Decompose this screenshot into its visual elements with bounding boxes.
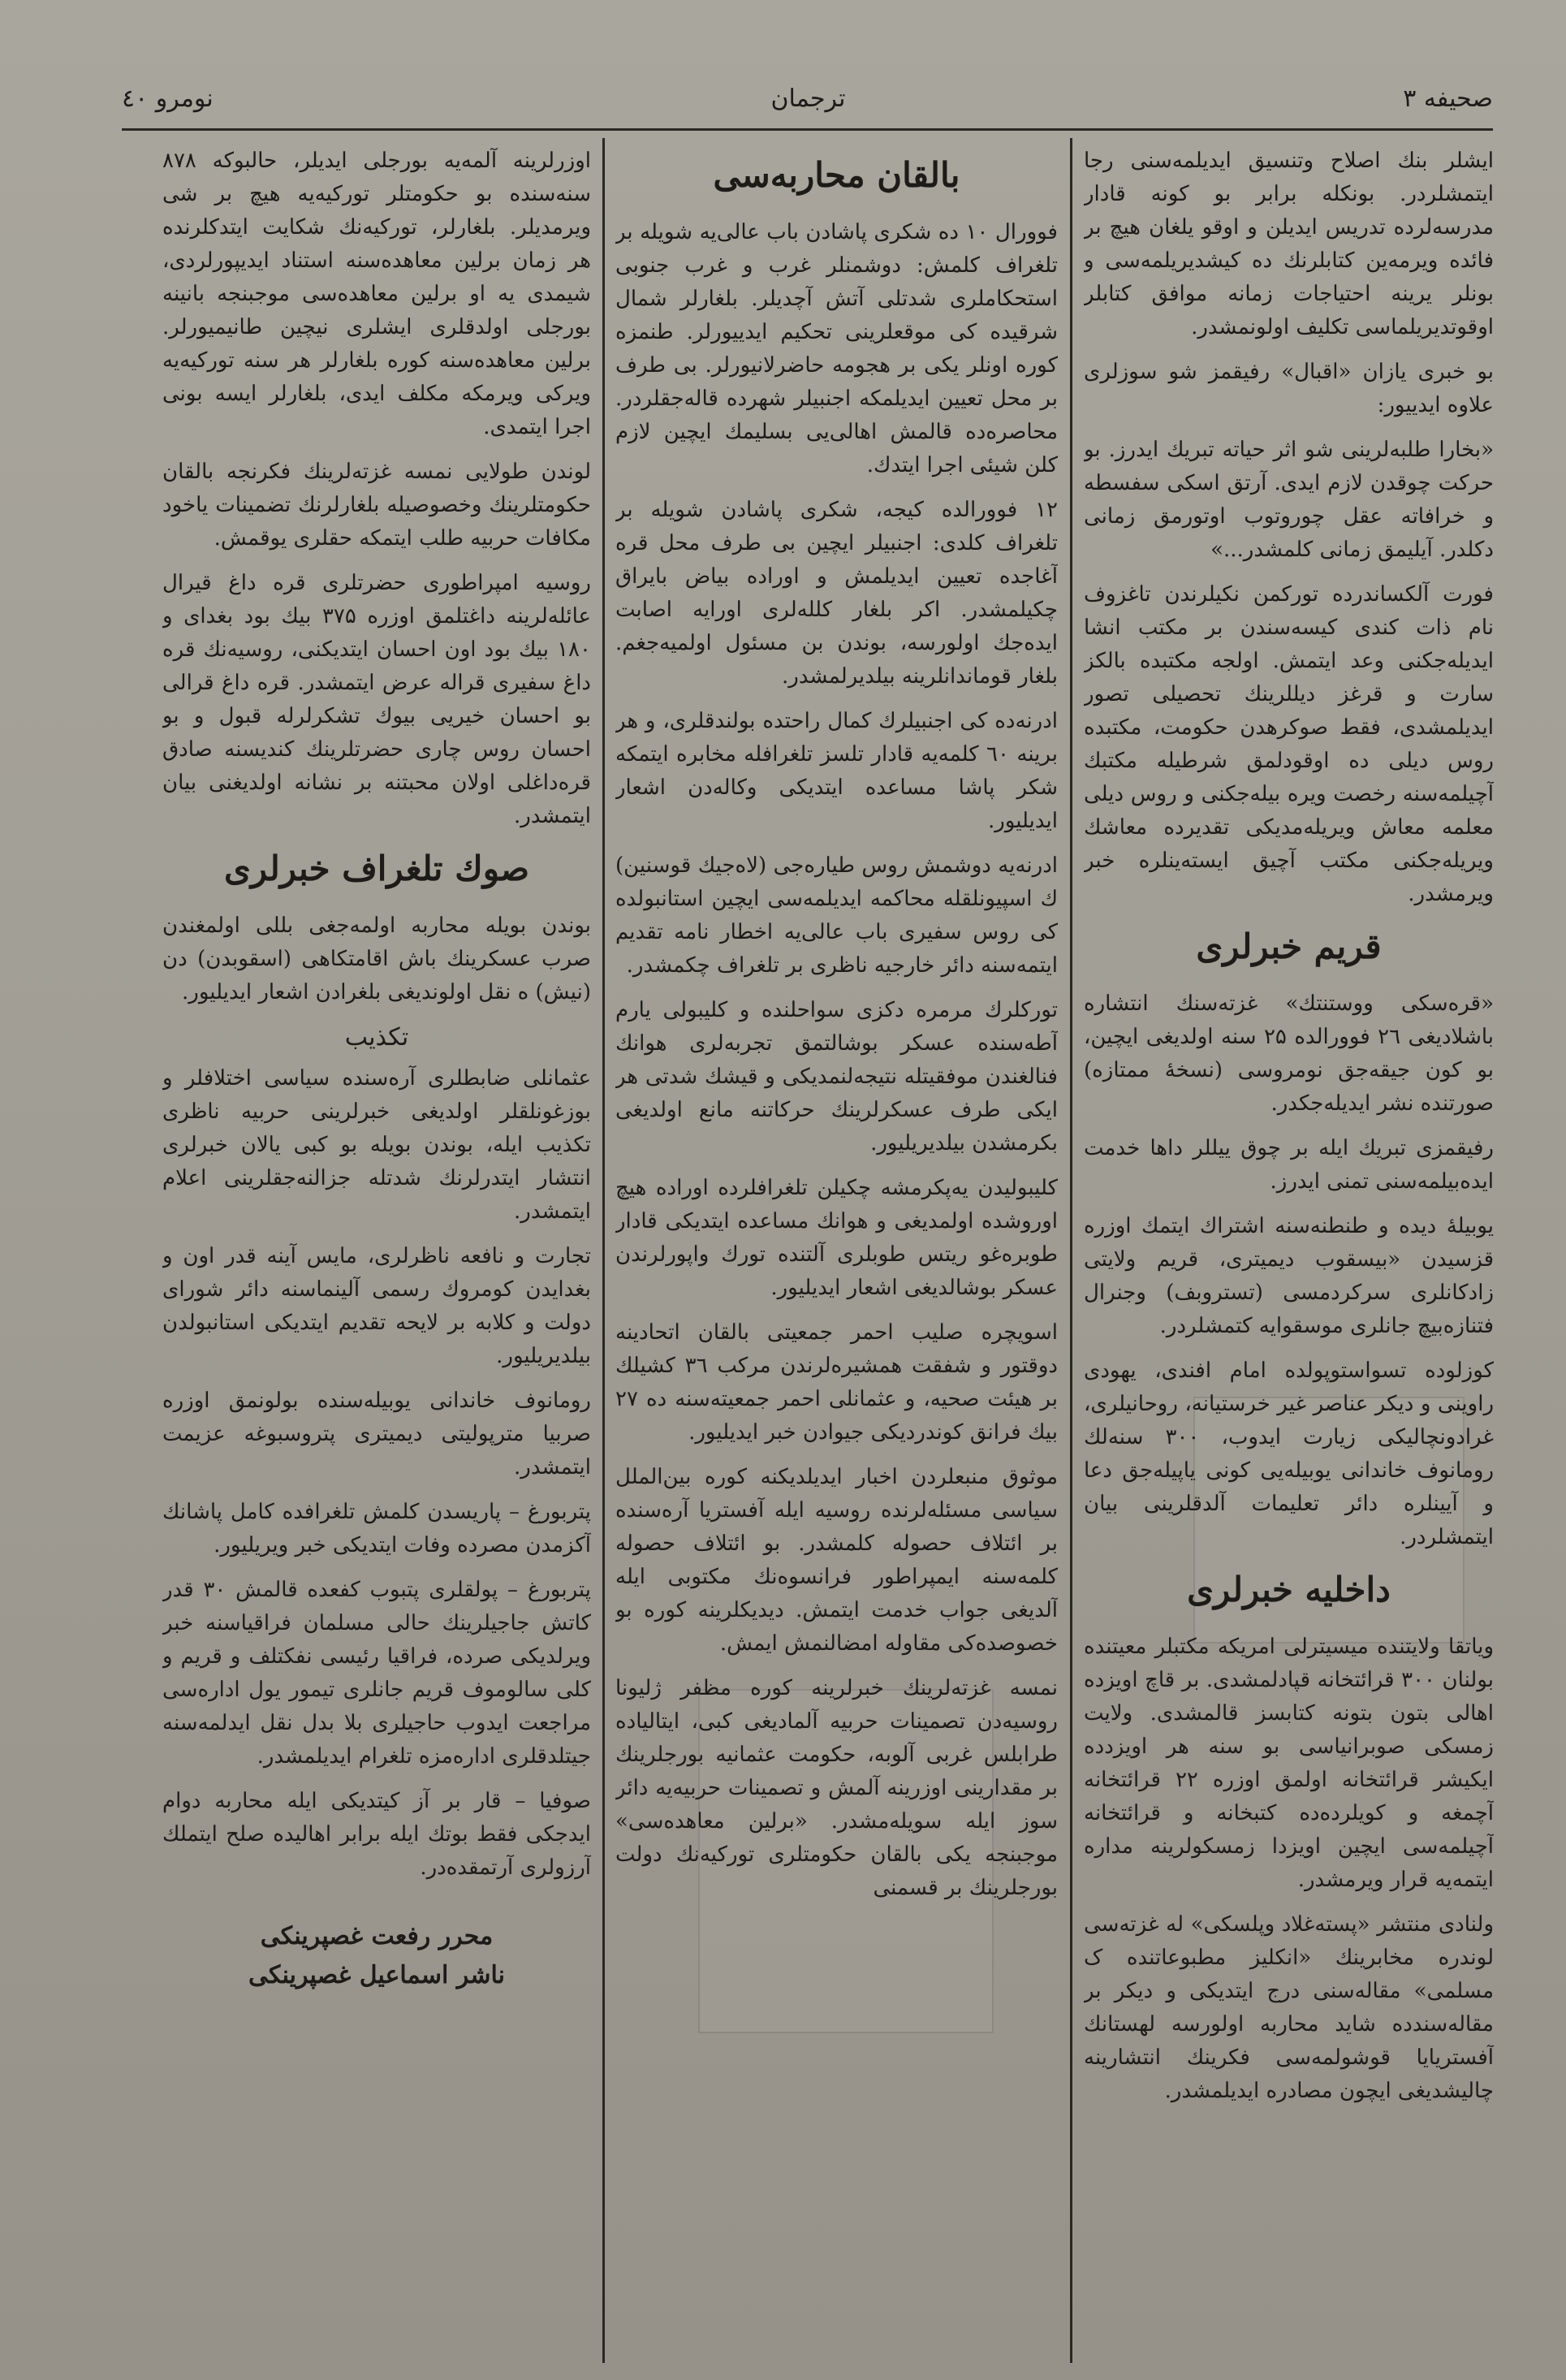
paragraph: روسیه امپراطوری حضرتلری قره داغ قیرال عائله‌لرینه داغتلمق اوزره ۳۷۵ بیك بود بغدای و ۱۸۰ بیك بود اون احسان ایتدیکنی، روسیه‌نك قره داغ سفیری قراله عرض ایتمشدر. قره داغ قرالی بو احسان خیریی بیوك تشکرلرله قبول و بو احسان روس چاری حضرتلرینك کندیسنه صادق قره‌داغلی اولان محبتنه بر نشانه اولدیغنی بیان ایتمشدر. (162, 571, 591, 828)
paragraph: کلیبولیدن یه‌پکرمشه چکیلن تلغرافلرده اوراده هیچ اوروشده اولمدیغی و هوانك مساعده ایتدیکی قادار طوبره‌غو ریتس طوبلری آلتنده تورك واپورلرندن عسکر بوشالدیغی اشعار ایدیلیور. (615, 1176, 1058, 1300)
paragraph: یوبیلهٔ دیده و طنطنه‌سنه اشتراك ایتمك اوزره قزسیدن «بیسقوب دیمیتری، قریم ولایتی زادکانلری سرکردمسی (تستروبف) وجنرال فتنازه‌بیچ جانلری موسقوایه کتمشلردر. (1084, 1214, 1494, 1338)
masthead-title: ترجمان (770, 84, 846, 113)
paragraph: بوندن بویله محاربه اولمه‌جغی بللی اولمغندن صرب عسکرینك باش اقامتکاهی (اسقوبدن) دن (نیش) ه نقل اولوندیغی بلغرادن اشعار ایدیلیور. (162, 914, 591, 1004)
column-divider-left (602, 138, 605, 2363)
header-rule (122, 128, 1493, 131)
paragraph: ادرنه‌یه دوشمش روس طیاره‌جی (لاه‌جیك قوسنین) ك اسپیونلقله محاکمه ایدیلمه‌سی ایچین استانبولده کی روس سفیری باب عالی‌یه اخطار نامه تقدیم ایتمه‌سنه دائر خارجیه ناظری بر تلغراف چکمشدر. (615, 853, 1058, 978)
paragraph: موثوق منبعلردن اخبار ایدیلدیکنه کوره بین‌الملل سیاسی مسئله‌لرنده روسیه ایله آفستریا آره‌سنده بر ائتلاف حصوله کلمشدر. بو ائتلاف حصوله کلمه‌سنه ایمپراطور فرانسوه‌نك مکتوبی ایله آلدیغی جواب خدمت ایتمش. دیدیکلرینه کوره بو خصوصده‌کی مقاوله امضالنمش ایمش. (615, 1465, 1058, 1656)
middle-column (615, 145, 1058, 2361)
publisher-signature: ناشر اسماعیل غصپرینکی (248, 1961, 505, 1989)
paragraph: بو خبری یازان «اقبال» رفیقمز شو سوزلری علاوه ایدییور: (1084, 360, 1494, 417)
paragraph: تجارت و نافعه ناظرلری، مایس آینه قدر اون و بغدایدن کومروك رسمی آلینماسنه دائر شورای دولت و کلابه بر لایحه تقدیم ایتدیکی استانبولدن بیلدیریلیور. (162, 1244, 591, 1368)
section-heading-domestic: داخلیه خبرلری (1187, 1570, 1391, 1609)
paragraph: ولنادی منتشر «پسته‌غلاد وپلسکی» له غزته‌سی لوندره مخابرینك «انکلیز مطبوعاتنده ک مسلمی» مقاله‌سنی درج ایتدیکی و دیکر بر مقاله‌سندده شاید محاربه اولورسه لهستانك آفستریایا قوشولمه‌سی فکرینك انتشارینه چالیشدیغی ایچون مصادره ایدیلمشدر. (1084, 1912, 1494, 2103)
paragraph: کوزلوده تسواستوپولده امام افندی، یهودی راوینی و دیکر عناصر غیر خرستیانه، روحانیلری، غرادونچالیکی زیارت ایدوب، ۳۰۰ سنه‌لك رومانوف خاندانی یوبیله‌یی کونی یاپیله‌جق دعا و آیینلره دائر تعلیمات آلدقلرینی بیان ایتمشلردر. (1084, 1358, 1494, 1549)
column-divider-right (1070, 138, 1072, 2363)
right-column (1084, 145, 1494, 2361)
paragraph: ایشلر بنك اصلاح وتنسیق ایدیلمه‌سنی رجا ایتمشلردر. بونکله برابر بو کونه قادار مدرسه‌لرده تدریس ایدیلن و اوقو یلغان هیچ بر فائده ویرمه‌ین کتابلرنك ده کیشدیریلمه‌سی و بونلر یرینه احتیاجات زمانه موافق کتابلر اوقوتدیریلماسی تکلیف اولونمشدر. (1084, 149, 1494, 339)
paragraph: تورکلرك مرمره دکزی سواحلنده و کلیبولی یارم آطه‌سنده عسکر بوشالتمق تجربه‌لری هوانك فنالغندن موفقیتله نتیجه‌لنمدیکی و قیشك شدتی هر ایکی طرف عسکرلرینك حرکاتنه مانع اولدیغی بکرمشدن بیلدیریلیور. (615, 998, 1058, 1155)
paragraph: «قره‌سکی ووستنتك» غزته‌سنك انتشاره باشلادیغی ۲٦ فوورالده ۲۵ سنه اولدیغی ایچین، بو کون جیقه‌جق نومروسی (نسخهٔ ممتازه) صورتنده نشر ایدیله‌جکدر. (1084, 991, 1494, 1116)
paragraph: پتربورغ – پولقلری پتبوب کفعده قالمش ۳۰ قدر کاتش جاجیلرینك حالی مسلمان فراقیاسنه خبر ویرلدیکی صرده، فراقیا رئیسی نفکتلف و قریم و کلی سالوموف قریم جانلری تیمور یول اداره‌سی مراجعت ایدوب حاجیلری بلا بدل نقل ایدلمه‌سنه جیتلدقلری اداره‌مزه تلغرام ایدیلمشدر. (162, 1578, 591, 1769)
page-header (122, 75, 1493, 122)
paragraph: لوندن طولایی نمسه غزته‌لرینك فکرنجه بالقان حکومتلرینك وخصوصیله بلغارلرنك تضمینات یاخود مکافات حربیه طلب ایتمکه حقلری یوقمش. (162, 460, 591, 551)
paragraph: فوورال ۱۰ ده شکری پاشادن باب عالی‌یه شویله بر تلغراف کلمش: دوشمنلر غرب و غرب جنوبی استحکاملری شدتلی آتش آچدیلر. بلغارلر شمال شرقیده کی موقعلرینی تحکیم ایدییورلر. طنمزه کوره اونلر یکی بر هجومه حاضرلانیورلر. بی طرف بر محل تعیین ایدیلمکه اجنبیلر شهرده قاله‌جقلردر. محاصره‌ده قالمش اهالی‌یی بسلیمك ایچین لازم کلن شیئی اجرا ایتدك. (615, 220, 1058, 477)
paragraph: فورت آلکساندرده تورکمن نکیلرندن تاغزوف نام ذات کندی کیسه‌سندن بر مکتب انشا ایدیله‌جکنی وعد ایتمش. اولجه مکتبده بالکز سارت و قرغز دیللرینك تحصیلی تصور ایدیلمشدی، فقط صوکرهدن حکومت، مکتبده روس دیلی ده اوقودلمق شرطیله مکتبك آچیلمه‌سنه رخصت ویره بیله‌جکنی و روس دیلی معلمه معاش ویریله‌مدیکی تقدیرده معاشك ویریله‌جکنی مکتب آچیق ایسته‌ینلره خبر ویرمشدر. (1084, 582, 1494, 906)
issue-number: نومرو ٤٠ (122, 84, 214, 113)
section-heading-last-telegraph: صوك تلغراف خبرلری (223, 849, 530, 888)
paragraph: نمسه غزته‌لرینك خبرلرینه کوره مظفر ژلیونا روسیه‌دن تصمینات حربیه آلمادیغی کبی، ایتالیاده طرابلس غربی آلوبه، حکومت عثمانیه بورجلرینك بر مقدارینی اوزرینه آلمش و تصمینات حربیه‌یه دائر سوز ایله سویله‌مشدر. «برلین معاهده‌سی» موجبنجه یکی بالقان حکومتلری تورکیه‌نك دولت بورجلرینك بر قسمنی (615, 1676, 1058, 1900)
paragraph: رومانوف خاندانی یوبیله‌سنده بولونمق اوزره صربیا مترپولیتی دیمیتری پتروسبوغه عزیمت ایتمشدر. (162, 1389, 591, 1479)
subheading-denial: تکذیب (344, 1023, 409, 1052)
left-column (162, 145, 591, 2361)
paragraph: ادرنه‌ده کی اجنبیلرك کمال راحتده بولندقلری، و هر برینه ٦۰ کلمه‌یه قادار تلسز تلغرافله مخابره ایتمکه شکر پاشا مساعده ایتدیکی وکاله‌دن اشعار ایدیلیور. (615, 709, 1058, 833)
editor-signature: محرر رفعت غصپرینکی (260, 1922, 494, 1950)
paragraph: رفیقمزی تبریك ایله بر چوق ییللر داها خدمت ایده‌بیلمه‌سنی تمنی ایدرز. (1084, 1136, 1494, 1194)
paragraph: ویاتقا ولایتنده میسیترلی امریکه مکتبلر معیتنده بولنان ۳۰۰ قرائتخانه قپادلمشدی. بر قاچ اویزده اهالی بتون بتونه کتابسز قالمشدی. ولایت زمسکی صوبرانیاسی بو سنه هر اویزدده ایکیشر قرائتخانه اولمق اوزره ۲۲ قرائتخانه آچمغه و کویلرده‌ده کتبخانه و قرائتخانه آچیلمه‌سی ایچین اویزدا زمسکولرینه مداره ایتمه‌یه قرار ویرمشدر. (1084, 1635, 1494, 1892)
paragraph: اسویچره صلیب احمر جمعیتی بالقان اتحادینه دوقتور و شفقت همشیره‌لرندن مرکب ۳٦ کشیلك بر هیئت صحیه، و عثمانلی احمر جمعیته‌سنه ده ۲۷ بیك فرانق کوندردیکی جیوادن خبر ایدیلیور. (615, 1320, 1058, 1445)
paragraph: اوزرلرینه آلمه‌یه بورجلی ایدیلر، حالبوکه ۸۷۸ سنه‌سنده بو حکومتلر تورکیه‌یه هیچ بر شی ویرمدیلر. بلغارلر، تورکیه‌نك شکایت ایتدکلرنده هر زمان برلین معاهده‌سنه استناد ایدیپورلردی، شیمدی یه او برلین معاهده‌سی موجبنجه بانینه بورجلی اولدقلری ایشلری نیچین طانیمیورلر. برلین معاهده‌سنه کوره بلغارلر هر سنه تورکیه‌یه ویرکی ویرمکه مکلف ایدی، بلغارلر ایسه بونی اجرا ایتمدی. (162, 149, 591, 439)
section-heading-balkan-war: بالقان محاربه‌سی (713, 155, 960, 195)
signature-block (162, 1917, 591, 1995)
paragraph: «بخارا طلبه‌لرینی شو اثر حیاته تبریك ایدرز. بو حرکت چوقدن لازم ایدی. آرتق اسکی سفسطه و خرافاته عقل چوروتوب اوتورمق زمانی دکلدر. آیلیمق زمانی کلمشدر...» (1084, 438, 1494, 562)
paragraph: پتربورغ – پاریسدن کلمش تلغرافده کامل پاشانك آکزمدن مصرده وفات ایتدیکی خبر ویریلیور. (162, 1500, 591, 1557)
paragraph: عثمانلی ضابطلری آره‌سنده سیاسی اختلافلر و بوزغونلقلر اولدیغی خبرلرینی حربیه ناظری تکذیب ایله، بوندن بویله بو کبی یالان خبرلری انتشار ایتدرلرنك شدتله جزالنه‌جقلرینی اعلام ایتمشدر. (162, 1066, 591, 1224)
page-number: صحیفه ۳ (1403, 84, 1493, 113)
paragraph: صوفیا – قار بر آز کیتدیکی ایله محاربه دوام ایدجکی فقط بوتك ایله برابر اهالیده صلح ایتملك آرزولری آرتمقده‌در. (162, 1789, 591, 1880)
paragraph: ۱۲ فوورالده کیجه، شکری پاشادن شویله بر تلغراف کلدی: اجنبیلر ایچین بی طرف محل قره آغاجده تعیین ایدیلمش و اوراده بیاض بایراق چکیلمشدر. اکر بلغار کلله‌لری اورایه اصابت ایده‌جك اولورسه، بوندن بن مسئول اولمیه‌جغم. بلغار قوماندانلرینه بیلدیرلمشدر. (615, 498, 1058, 689)
section-heading-crimea: قریم خبرلری (1196, 927, 1382, 966)
